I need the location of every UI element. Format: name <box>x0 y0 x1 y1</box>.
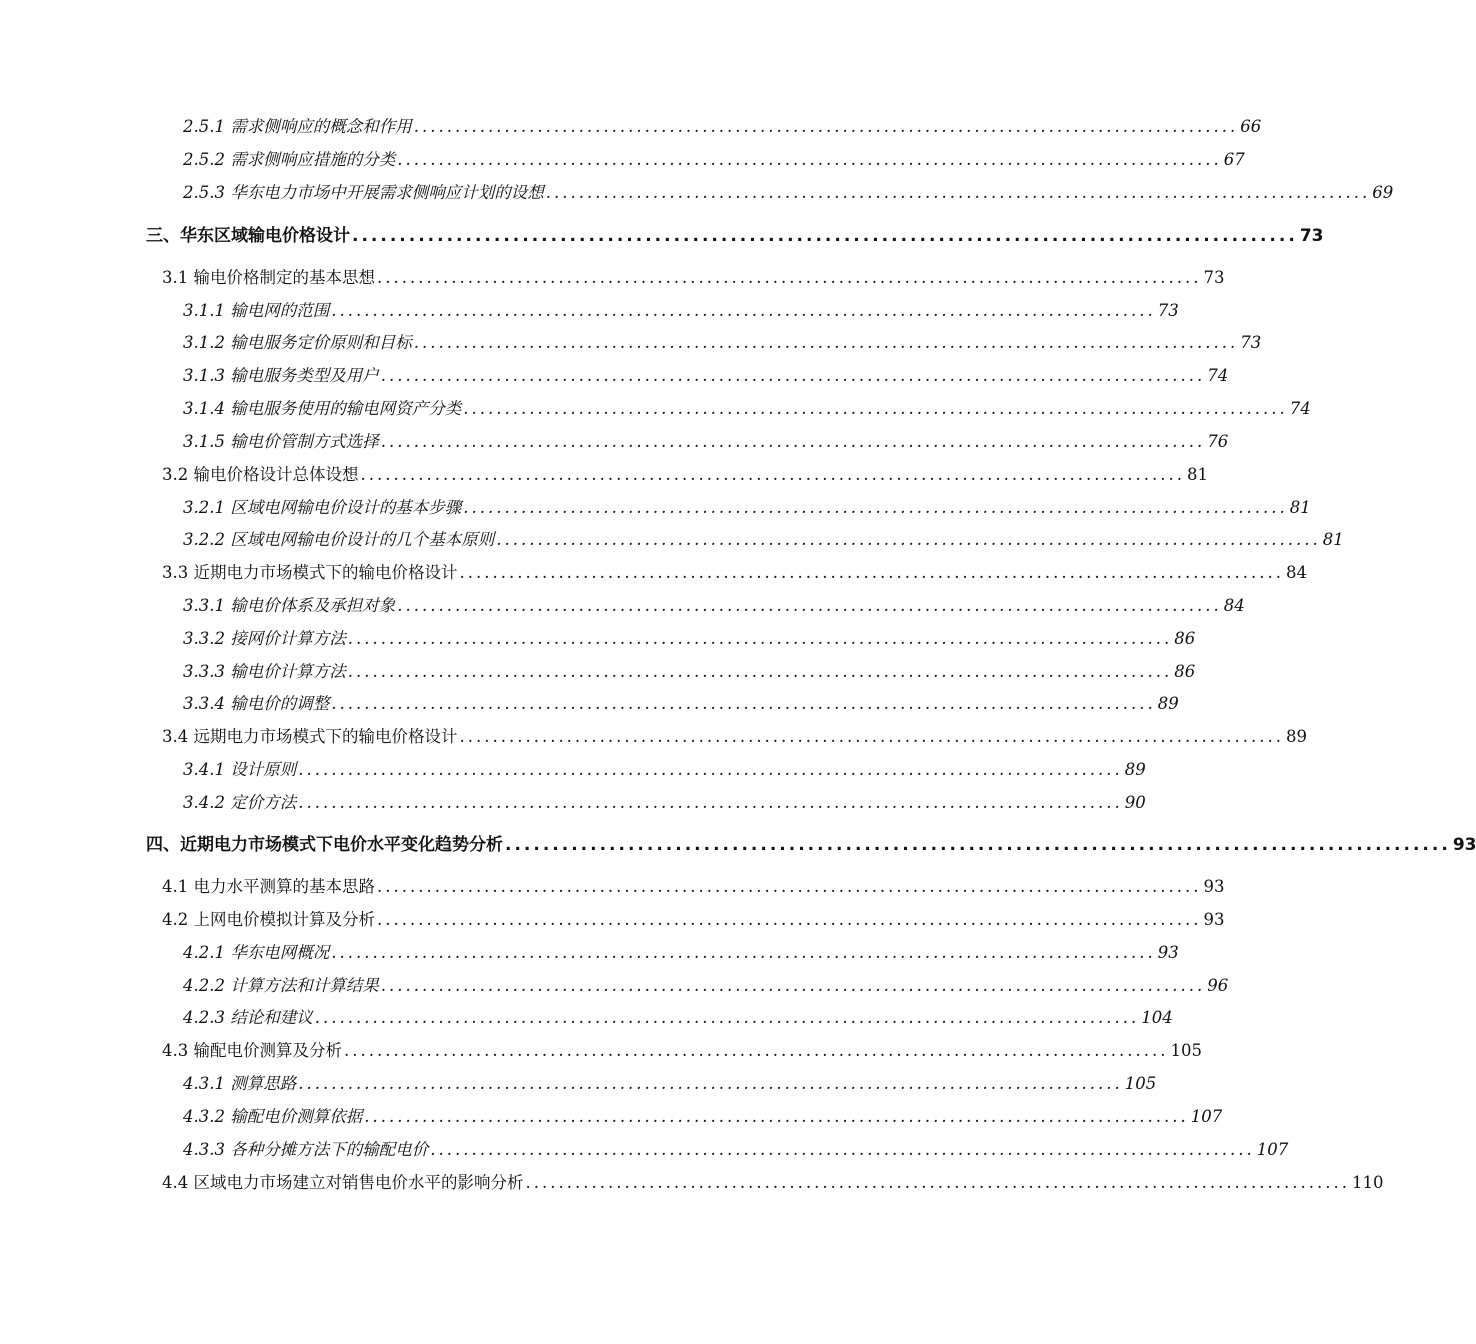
toc-entry[interactable] <box>183 146 1245 174</box>
toc-entry-label: 3.2 输电价格设计总体设想 <box>162 465 359 484</box>
toc-entry[interactable] <box>183 526 1344 554</box>
toc-entry-label: 四、近期电力市场模式下电价水平变化趋势分析 <box>146 835 503 855</box>
toc-entry[interactable] <box>183 972 1229 1000</box>
dot-leader: .................................................................................................... <box>380 432 1206 451</box>
toc-entry-label: 4.2 上网电价模拟计算及分析 <box>162 910 375 929</box>
dot-leader: .................................................................................................... <box>459 727 1284 746</box>
dot-leader: .................................................................................................... <box>430 1140 1255 1159</box>
toc-entry-page: 81 <box>1289 498 1311 517</box>
dot-leader: .................................................................................................... <box>413 333 1239 352</box>
dot-leader: .................................................................................................... <box>331 301 1156 320</box>
toc-entry[interactable] <box>162 559 1307 587</box>
toc-entry[interactable] <box>183 297 1179 325</box>
toc-entry[interactable] <box>183 179 1394 207</box>
toc-entry-label: 4.3 输配电价测算及分析 <box>162 1041 342 1060</box>
toc-entry[interactable] <box>183 789 1146 817</box>
toc-entry-label: 2.5.2 需求侧响应措施的分类 <box>183 150 396 169</box>
dot-leader: .................................................................................................... <box>377 268 1202 287</box>
toc-entry-page: 93 <box>1203 910 1225 929</box>
toc-entry-label: 4.4 区域电力市场建立对销售电价水平的影响分析 <box>162 1173 524 1192</box>
toc-entry-page: 69 <box>1372 183 1394 202</box>
toc-entry[interactable] <box>183 690 1179 718</box>
dot-leader: .................................................................................................... <box>525 1173 1350 1192</box>
toc-entry-page: 89 <box>1124 760 1146 779</box>
toc-entry-label: 3.1.4 输电服务使用的输电网资产分类 <box>183 399 462 418</box>
dot-leader: .................................................................................................... <box>298 793 1123 812</box>
toc-entry-page: 73 <box>1240 333 1262 352</box>
toc-entry-label: 4.2.2 计算方法和计算结果 <box>183 976 379 995</box>
toc-entry[interactable] <box>183 494 1311 522</box>
dot-leader: .................................................................................................... <box>298 760 1123 779</box>
toc-entry-label: 4.2.3 结论和建议 <box>183 1008 313 1027</box>
toc-entry-page: 89 <box>1286 727 1307 746</box>
toc-entry-page: 84 <box>1223 596 1245 615</box>
dot-leader: .................................................................................................... <box>463 399 1288 418</box>
toc-entry-page: 81 <box>1187 465 1208 484</box>
toc-entry-label: 3.3.4 输电价的调整 <box>183 694 330 713</box>
toc-entry[interactable] <box>183 625 1196 653</box>
dot-leader: .................................................................................................... <box>380 366 1206 385</box>
dot-leader: .................................................................................................... <box>397 150 1222 169</box>
toc-entry-page: 93 <box>1452 835 1476 855</box>
toc-entry-page: 93 <box>1203 877 1225 896</box>
toc-entry-page: 81 <box>1322 530 1344 549</box>
dot-leader: .................................................................................................... <box>360 465 1185 484</box>
toc-entry-label: 3.3.3 输电价计算方法 <box>183 662 346 681</box>
toc-entry-label: 3.1 输电价格制定的基本思想 <box>162 268 375 287</box>
toc-entry-label: 3.3 近期电力市场模式下的输电价格设计 <box>162 563 458 582</box>
toc-entry[interactable] <box>162 873 1225 901</box>
toc-entry-page: 105 <box>1170 1041 1202 1060</box>
toc-entry-label: 4.3.1 测算思路 <box>183 1074 297 1093</box>
toc-entry-page: 86 <box>1174 662 1196 681</box>
dot-leader: .................................................................................................... <box>347 662 1173 681</box>
toc-entry[interactable] <box>162 1169 1384 1197</box>
dot-leader: .................................................................................................... <box>352 226 1298 246</box>
dot-leader: .................................................................................................... <box>331 943 1156 962</box>
toc-entry-label: 4.1 电力水平测算的基本思路 <box>162 877 375 896</box>
toc-entry-page: 74 <box>1207 366 1229 385</box>
dot-leader: .................................................................................................... <box>347 629 1173 648</box>
dot-leader: .................................................................................................... <box>344 1041 1169 1060</box>
toc-entry[interactable] <box>162 461 1208 489</box>
toc-entry-label: 三、华东区域输电价格设计 <box>146 226 350 246</box>
toc-entry-page: 66 <box>1240 117 1262 136</box>
toc-entry-label: 3.1.1 输电网的范围 <box>183 301 330 320</box>
dot-leader: .................................................................................................... <box>413 117 1239 136</box>
toc-entry-page: 89 <box>1157 694 1179 713</box>
toc-entry[interactable] <box>183 1070 1157 1098</box>
toc-entry-page: 67 <box>1223 150 1245 169</box>
toc-entry-page: 84 <box>1286 563 1307 582</box>
toc-entry[interactable] <box>183 329 1262 357</box>
toc-entry[interactable] <box>162 906 1225 934</box>
toc-entry-page: 105 <box>1124 1074 1157 1093</box>
dot-leader: .................................................................................................... <box>377 877 1202 896</box>
dot-leader: .................................................................................................... <box>380 976 1206 995</box>
dot-leader: .................................................................................................... <box>377 910 1202 929</box>
toc-entry[interactable] <box>183 592 1245 620</box>
toc-entry-label: 3.4.2 定价方法 <box>183 793 297 812</box>
toc-entry-label: 4.3.3 各种分摊方法下的输配电价 <box>183 1140 429 1159</box>
toc-entry[interactable] <box>183 756 1146 784</box>
dot-leader: .................................................................................................... <box>364 1107 1189 1126</box>
dot-leader: .................................................................................................... <box>545 183 1371 202</box>
toc-entry-page: 74 <box>1289 399 1311 418</box>
toc-entry[interactable] <box>183 1136 1289 1164</box>
toc-entry[interactable] <box>183 658 1196 686</box>
toc-entry-page: 93 <box>1157 943 1179 962</box>
toc-entry[interactable] <box>183 1103 1223 1131</box>
toc-entry-label: 4.2.1 华东电网概况 <box>183 943 330 962</box>
toc-entry-label: 3.3.1 输电价体系及承担对象 <box>183 596 396 615</box>
toc-entry[interactable] <box>162 264 1225 292</box>
dot-leader: .................................................................................................... <box>397 596 1222 615</box>
dot-leader: .................................................................................................... <box>505 835 1451 855</box>
toc-entry-label: 3.1.5 输电价管制方式选择 <box>183 432 379 451</box>
toc-entry-page: 104 <box>1141 1008 1173 1027</box>
toc-entry[interactable] <box>183 362 1229 390</box>
dot-leader: .................................................................................................... <box>463 498 1288 517</box>
toc-entry-page: 90 <box>1124 793 1146 812</box>
dot-leader: .................................................................................................... <box>496 530 1321 549</box>
toc-chapter-entry[interactable] <box>146 222 1324 250</box>
toc-entry-label: 3.2.2 区域电网输电价设计的几个基本原则 <box>183 530 495 549</box>
toc-entry-label: 2.5.3 华东电力市场中开展需求侧响应计划的设想 <box>183 183 544 202</box>
toc-entry[interactable] <box>183 395 1311 423</box>
toc-entry-label: 4.3.2 输配电价测算依据 <box>183 1107 363 1126</box>
toc-entry-page: 76 <box>1207 432 1229 451</box>
toc-entry-page: 107 <box>1256 1140 1289 1159</box>
toc-entry-page: 107 <box>1190 1107 1223 1126</box>
dot-leader: .................................................................................................... <box>331 694 1156 713</box>
toc-entry-page: 96 <box>1207 976 1229 995</box>
toc-entry-label: 3.2.1 区域电网输电价设计的基本步骤 <box>183 498 462 517</box>
toc-entry-label: 3.4 远期电力市场模式下的输电价格设计 <box>162 727 458 746</box>
toc-entry-label: 2.5.1 需求侧响应的概念和作用 <box>183 117 412 136</box>
dot-leader: .................................................................................................... <box>314 1008 1140 1027</box>
toc-entry-label: 3.1.2 输电服务定价原则和目标 <box>183 333 412 352</box>
toc-entry[interactable] <box>183 113 1262 141</box>
toc-entry-page: 86 <box>1174 629 1196 648</box>
toc-entry-page: 73 <box>1299 226 1324 246</box>
toc-entry[interactable] <box>183 428 1229 456</box>
toc-entry-label: 3.4.1 设计原则 <box>183 760 297 779</box>
toc-entry-label: 3.3.2 接网价计算方法 <box>183 629 346 648</box>
dot-leader: .................................................................................................... <box>459 563 1284 582</box>
toc-entry-label: 3.1.3 输电服务类型及用户 <box>183 366 379 385</box>
toc-chapter-entry[interactable] <box>146 831 1476 859</box>
dot-leader: .................................................................................................... <box>298 1074 1123 1093</box>
toc-entry[interactable] <box>183 1004 1173 1032</box>
toc-entry-page: 73 <box>1203 268 1225 287</box>
toc-entry[interactable] <box>162 1037 1202 1065</box>
toc-entry-page: 73 <box>1157 301 1179 320</box>
toc-entry[interactable] <box>162 723 1307 751</box>
toc-entry[interactable] <box>183 939 1179 967</box>
toc-entry-page: 110 <box>1352 1173 1384 1192</box>
